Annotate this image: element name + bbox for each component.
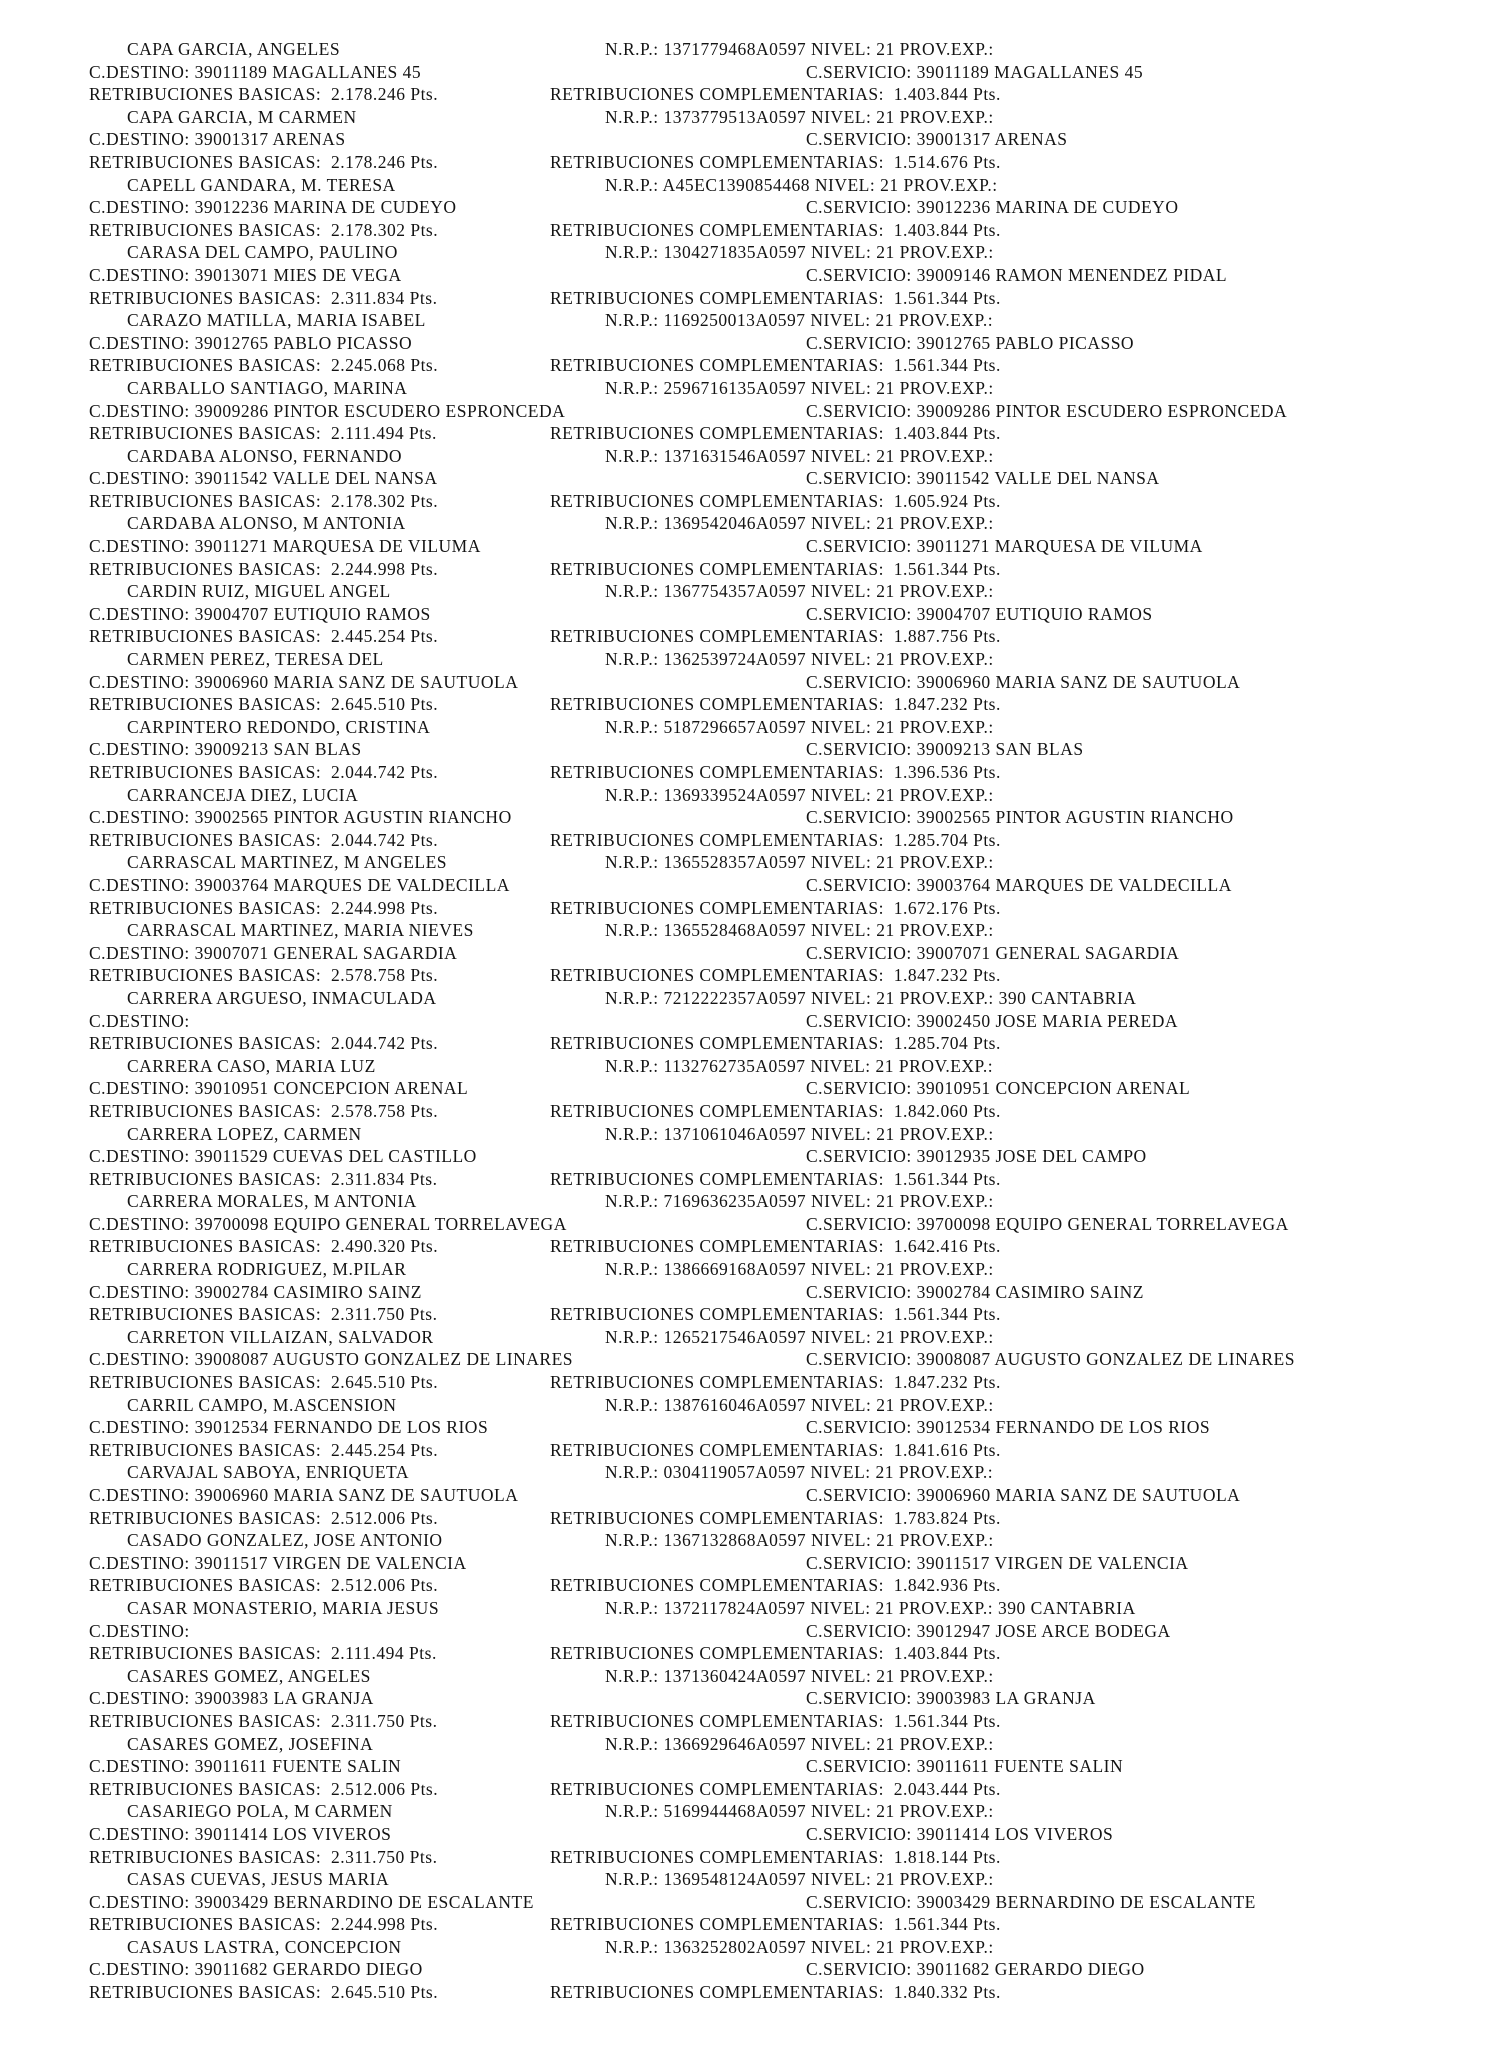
record-pay-line xyxy=(0,1371,1504,1394)
destination-center: C.DESTINO: 39002565 PINTOR AGUSTIN RIANCHO xyxy=(89,807,512,828)
employee-name: CARDABA ALONSO, M ANTONIA xyxy=(127,513,406,534)
record-center-line xyxy=(0,942,1504,965)
record-header-line xyxy=(0,174,1504,197)
basic-pay: RETRIBUCIONES BASICAS: 2.512.006 Pts. xyxy=(89,1575,439,1596)
nrp-level-info: N.R.P.: 5187296657A0597 NIVEL: 21 PROV.EXP.: xyxy=(605,716,994,737)
basic-pay: RETRIBUCIONES BASICAS: 2.512.006 Pts. xyxy=(89,1778,439,1799)
employee-name: CARRIL CAMPO, M.ASCENSION xyxy=(127,1394,397,1415)
staff-record xyxy=(0,1733,1504,1801)
destination-center: C.DESTINO: 39010951 CONCEPCION ARENAL xyxy=(89,1078,469,1099)
basic-pay: RETRIBUCIONES BASICAS: 2.178.246 Pts. xyxy=(89,84,439,105)
record-center-line xyxy=(0,1213,1504,1236)
employee-name: CASAS CUEVAS, JESUS MARIA xyxy=(127,1869,390,1890)
basic-pay: RETRIBUCIONES BASICAS: 2.111.494 Pts. xyxy=(89,423,437,444)
staff-record xyxy=(0,1190,1504,1258)
nrp-level-info: N.R.P.: 1363252802A0597 NIVEL: 21 PROV.EXP.: xyxy=(605,1936,994,1957)
record-center-line xyxy=(0,1416,1504,1439)
service-center: C.SERVICIO: 39003429 BERNARDINO DE ESCALANTE xyxy=(806,1891,1256,1912)
record-header-line xyxy=(0,1394,1504,1417)
service-center: C.SERVICIO: 39007071 GENERAL SAGARDIA xyxy=(806,942,1180,963)
nrp-level-info: N.R.P.: 1369339524A0597 NIVEL: 21 PROV.EXP.: xyxy=(605,784,994,805)
record-center-line xyxy=(0,1620,1504,1643)
record-center-line xyxy=(0,1281,1504,1304)
record-center-line xyxy=(0,1891,1504,1914)
record-center-line xyxy=(0,1077,1504,1100)
staff-record xyxy=(0,38,1504,106)
employee-name: CARMEN PEREZ, TERESA DEL xyxy=(127,649,384,670)
destination-center: C.DESTINO: 39002784 CASIMIRO SAINZ xyxy=(89,1281,422,1302)
staff-record xyxy=(0,1800,1504,1868)
employee-name: CASARIEGO POLA, M CARMEN xyxy=(127,1801,393,1822)
record-center-line xyxy=(0,1484,1504,1507)
destination-center: C.DESTINO: 39006960 MARIA SANZ DE SAUTUOLA xyxy=(89,671,519,692)
record-header-line xyxy=(0,851,1504,874)
employee-name: CARDABA ALONSO, FERNANDO xyxy=(127,445,403,466)
nrp-level-info: N.R.P.: 1365528357A0597 NIVEL: 21 PROV.EXP.: xyxy=(605,852,994,873)
staff-record xyxy=(0,1461,1504,1529)
nrp-level-info: N.R.P.: 1387616046A0597 NIVEL: 21 PROV.EXP.: xyxy=(605,1394,994,1415)
employee-name: CASADO GONZALEZ, JOSE ANTONIO xyxy=(127,1530,443,1551)
service-center: C.SERVICIO: 39004707 EUTIQUIO RAMOS xyxy=(806,603,1153,624)
nrp-level-info: N.R.P.: 1304271835A0597 NIVEL: 21 PROV.EXP.: xyxy=(605,242,994,263)
record-header-line xyxy=(0,1055,1504,1078)
nrp-level-info: N.R.P.: 7169636235A0597 NIVEL: 21 PROV.EXP.: xyxy=(605,1191,994,1212)
service-center: C.SERVICIO: 39012534 FERNANDO DE LOS RIOS xyxy=(806,1417,1211,1438)
employee-name: CASAR MONASTERIO, MARIA JESUS xyxy=(127,1597,440,1618)
record-pay-line xyxy=(0,1439,1504,1462)
employee-name: CAPA GARCIA, ANGELES xyxy=(127,39,341,59)
record-header-line xyxy=(0,1529,1504,1552)
record-center-line xyxy=(0,1687,1504,1710)
service-center: C.SERVICIO: 39012947 JOSE ARCE BODEGA xyxy=(806,1620,1171,1641)
staff-record xyxy=(0,1868,1504,1936)
record-pay-line xyxy=(0,1168,1504,1191)
staff-record xyxy=(0,648,1504,716)
basic-pay: RETRIBUCIONES BASICAS: 2.578.758 Pts. xyxy=(89,1100,439,1121)
employee-name: CARDIN RUIZ, MIGUEL ANGEL xyxy=(127,581,391,602)
employee-name: CARRERA ARGUESO, INMACULADA xyxy=(127,987,437,1008)
record-pay-line xyxy=(0,693,1504,716)
basic-pay: RETRIBUCIONES BASICAS: 2.578.758 Pts. xyxy=(89,965,439,986)
nrp-level-info: N.R.P.: 1369548124A0597 NIVEL: 21 PROV.EXP.: xyxy=(605,1869,994,1890)
record-header-line xyxy=(0,106,1504,129)
record-center-line xyxy=(0,1755,1504,1778)
staff-record xyxy=(0,1326,1504,1394)
destination-center: C.DESTINO: 39003764 MARQUES DE VALDECILLA xyxy=(89,874,510,895)
record-pay-line xyxy=(0,219,1504,242)
record-pay-line xyxy=(0,287,1504,310)
complementary-pay: RETRIBUCIONES COMPLEMENTARIAS: 1.842.936 Pts. xyxy=(550,1575,1001,1596)
complementary-pay: RETRIBUCIONES COMPLEMENTARIAS: 1.561.344 Pts. xyxy=(550,355,1001,376)
record-header-line xyxy=(0,38,1504,61)
staff-record xyxy=(0,1055,1504,1123)
record-pay-line xyxy=(0,354,1504,377)
complementary-pay: RETRIBUCIONES COMPLEMENTARIAS: 2.043.444 Pts. xyxy=(550,1778,1001,1799)
basic-pay: RETRIBUCIONES BASICAS: 2.244.998 Pts. xyxy=(89,558,439,579)
complementary-pay: RETRIBUCIONES COMPLEMENTARIAS: 1.403.844 Pts. xyxy=(550,219,1001,240)
record-pay-line xyxy=(0,490,1504,513)
record-header-line xyxy=(0,377,1504,400)
record-header-line xyxy=(0,919,1504,942)
complementary-pay: RETRIBUCIONES COMPLEMENTARIAS: 1.672.176 Pts. xyxy=(550,897,1001,918)
record-pay-line xyxy=(0,422,1504,445)
staff-record xyxy=(0,309,1504,377)
service-center: C.SERVICIO: 39006960 MARIA SANZ DE SAUTUOLA xyxy=(806,671,1241,692)
nrp-level-info: N.R.P.: 1369542046A0597 NIVEL: 21 PROV.EXP.: xyxy=(605,513,994,534)
record-header-line xyxy=(0,580,1504,603)
complementary-pay: RETRIBUCIONES COMPLEMENTARIAS: 1.285.704 Pts. xyxy=(550,829,1001,850)
basic-pay: RETRIBUCIONES BASICAS: 2.645.510 Pts. xyxy=(89,1982,439,2003)
nrp-level-info: N.R.P.: 1132762735A0597 NIVEL: 21 PROV.EXP.: xyxy=(605,1055,994,1076)
staff-record xyxy=(0,445,1504,513)
basic-pay: RETRIBUCIONES BASICAS: 2.111.494 Pts. xyxy=(89,1643,437,1664)
complementary-pay: RETRIBUCIONES COMPLEMENTARIAS: 1.783.824 Pts. xyxy=(550,1507,1001,1528)
record-pay-line xyxy=(0,1507,1504,1530)
record-center-line xyxy=(0,1958,1504,1981)
service-center: C.SERVICIO: 39002450 JOSE MARIA PEREDA xyxy=(806,1010,1179,1031)
complementary-pay: RETRIBUCIONES COMPLEMENTARIAS: 1.396.536 Pts. xyxy=(550,762,1001,782)
employee-name: CARRANCEJA DIEZ, LUCIA xyxy=(127,784,359,805)
complementary-pay: RETRIBUCIONES COMPLEMENTARIAS: 1.642.416 Pts. xyxy=(550,1236,1001,1257)
record-pay-line xyxy=(0,1303,1504,1326)
nrp-level-info: N.R.P.: 1367132868A0597 NIVEL: 21 PROV.EXP.: xyxy=(605,1530,994,1551)
service-center: C.SERVICIO: 39011611 FUENTE SALIN xyxy=(806,1756,1124,1777)
nrp-level-info: N.R.P.: 1265217546A0597 NIVEL: 21 PROV.EXP.: xyxy=(605,1326,994,1347)
record-header-line xyxy=(0,241,1504,264)
complementary-pay: RETRIBUCIONES COMPLEMENTARIAS: 1.847.232 Pts. xyxy=(550,694,1001,715)
record-pay-line xyxy=(0,558,1504,581)
complementary-pay: RETRIBUCIONES COMPLEMENTARIAS: 1.840.332 Pts. xyxy=(550,1982,1001,2003)
destination-center: C.DESTINO: 39007071 GENERAL SAGARDIA xyxy=(89,942,458,963)
nrp-level-info: N.R.P.: 1371779468A0597 NIVEL: 21 PROV.EXP.: xyxy=(605,39,994,59)
complementary-pay: RETRIBUCIONES COMPLEMENTARIAS: 1.561.344 Pts. xyxy=(550,1710,1001,1731)
nrp-level-info: N.R.P.: 1371360424A0597 NIVEL: 21 PROV.EXP.: xyxy=(605,1665,994,1686)
nrp-level-info: N.R.P.: 1386669168A0597 NIVEL: 21 PROV.EXP.: xyxy=(605,1259,994,1280)
destination-center: C.DESTINO: xyxy=(89,1620,190,1641)
record-center-line xyxy=(0,264,1504,287)
nrp-level-info: N.R.P.: 0304119057A0597 NIVEL: 21 PROV.EXP.: xyxy=(605,1462,994,1483)
employee-name: CASAUS LASTRA, CONCEPCION xyxy=(127,1936,402,1957)
record-pay-line xyxy=(0,897,1504,920)
service-center: C.SERVICIO: 39011189 MAGALLANES 45 xyxy=(806,61,1144,82)
record-pay-line xyxy=(0,151,1504,174)
record-pay-line xyxy=(0,1100,1504,1123)
record-header-line xyxy=(0,784,1504,807)
destination-center: C.DESTINO: 39004707 EUTIQUIO RAMOS xyxy=(89,603,431,624)
record-header-line xyxy=(0,512,1504,535)
service-center: C.SERVICIO: 39011271 MARQUESA DE VILUMA xyxy=(806,536,1203,557)
record-header-line xyxy=(0,987,1504,1010)
record-center-line xyxy=(0,1823,1504,1846)
complementary-pay: RETRIBUCIONES COMPLEMENTARIAS: 1.561.344 Pts. xyxy=(550,1914,1001,1935)
record-center-line xyxy=(0,1010,1504,1033)
record-center-line xyxy=(0,1552,1504,1575)
nrp-level-info: N.R.P.: 1169250013A0597 NIVEL: 21 PROV.EXP.: xyxy=(605,310,994,331)
nrp-level-info: N.R.P.: 1367754357A0597 NIVEL: 21 PROV.EXP.: xyxy=(605,581,994,602)
nrp-level-info: N.R.P.: 1372117824A0597 NIVEL: 21 PROV.EXP.: 390 CANTABRIA xyxy=(605,1597,1136,1618)
basic-pay: RETRIBUCIONES BASICAS: 2.178.302 Pts. xyxy=(89,490,439,511)
nrp-level-info: N.R.P.: 1365528468A0597 NIVEL: 21 PROV.EXP.: xyxy=(605,920,994,941)
staff-record xyxy=(0,716,1504,784)
nrp-level-info: N.R.P.: 5169944468A0597 NIVEL: 21 PROV.EXP.: xyxy=(605,1801,994,1822)
record-center-line xyxy=(0,603,1504,626)
service-center: C.SERVICIO: 39008087 AUGUSTO GONZALEZ DE LINARES xyxy=(806,1349,1295,1370)
record-pay-line xyxy=(0,1642,1504,1665)
employee-name: CARBALLO SANTIAGO, MARINA xyxy=(127,377,408,398)
complementary-pay: RETRIBUCIONES COMPLEMENTARIAS: 1.847.232 Pts. xyxy=(550,965,1001,986)
record-center-line xyxy=(0,806,1504,829)
employee-name: CARAZO MATILLA, MARIA ISABEL xyxy=(127,310,426,331)
basic-pay: RETRIBUCIONES BASICAS: 2.445.254 Pts. xyxy=(89,626,439,647)
basic-pay: RETRIBUCIONES BASICAS: 2.311.750 Pts. xyxy=(89,1846,438,1867)
record-pay-line xyxy=(0,1913,1504,1936)
record-center-line xyxy=(0,1145,1504,1168)
destination-center: C.DESTINO: 39003983 LA GRANJA xyxy=(89,1688,374,1709)
destination-center: C.DESTINO: 39011682 GERARDO DIEGO xyxy=(89,1959,423,1980)
basic-pay: RETRIBUCIONES BASICAS: 2.490.320 Pts. xyxy=(89,1236,439,1257)
nrp-level-info: N.R.P.: 1366929646A0597 NIVEL: 21 PROV.EXP.: xyxy=(605,1733,994,1754)
staff-record xyxy=(0,377,1504,445)
record-header-line xyxy=(0,1461,1504,1484)
employee-name: CARRERA LOPEZ, CARMEN xyxy=(127,1123,362,1144)
record-center-line xyxy=(0,1348,1504,1371)
record-header-line xyxy=(0,1868,1504,1891)
destination-center: C.DESTINO: 39008087 AUGUSTO GONZALEZ DE LINARES xyxy=(89,1349,573,1370)
record-center-line xyxy=(0,128,1504,151)
record-pay-line xyxy=(0,964,1504,987)
staff-record xyxy=(0,1258,1504,1326)
record-header-line xyxy=(0,1665,1504,1688)
record-header-line xyxy=(0,1733,1504,1756)
destination-center: C.DESTINO: 39013071 MIES DE VEGA xyxy=(89,264,402,285)
destination-center: C.DESTINO: 39006960 MARIA SANZ DE SAUTUOLA xyxy=(89,1485,519,1505)
record-pay-line xyxy=(0,761,1504,784)
nrp-level-info: N.R.P.: A45EC1390854468 NIVEL: 21 PROV.EXP.: xyxy=(605,174,998,195)
staff-record xyxy=(0,1936,1504,2004)
destination-center: C.DESTINO: 39011542 VALLE DEL NANSA xyxy=(89,468,438,489)
staff-record xyxy=(0,784,1504,852)
staff-record xyxy=(0,919,1504,987)
complementary-pay: RETRIBUCIONES COMPLEMENTARIAS: 1.847.232 Pts. xyxy=(550,1372,1001,1393)
record-center-line xyxy=(0,738,1504,761)
employee-name: CAPA GARCIA, M CARMEN xyxy=(127,106,357,127)
basic-pay: RETRIBUCIONES BASICAS: 2.512.006 Pts. xyxy=(89,1507,439,1528)
record-center-line xyxy=(0,671,1504,694)
complementary-pay: RETRIBUCIONES COMPLEMENTARIAS: 1.285.704 Pts. xyxy=(550,1033,1001,1054)
basic-pay: RETRIBUCIONES BASICAS: 2.311.750 Pts. xyxy=(89,1710,438,1731)
service-center: C.SERVICIO: 39012765 PABLO PICASSO xyxy=(806,332,1135,353)
complementary-pay: RETRIBUCIONES COMPLEMENTARIAS: 1.514.676 Pts. xyxy=(550,151,1001,172)
destination-center: C.DESTINO: 39700098 EQUIPO GENERAL TORRELAVEGA xyxy=(89,1213,567,1234)
record-pay-line xyxy=(0,83,1504,106)
service-center: C.SERVICIO: 39011682 GERARDO DIEGO xyxy=(806,1959,1145,1980)
record-header-line xyxy=(0,648,1504,671)
basic-pay: RETRIBUCIONES BASICAS: 2.044.742 Pts. xyxy=(89,762,439,782)
destination-center: C.DESTINO: 39011271 MARQUESA DE VILUMA xyxy=(89,536,481,557)
service-center: C.SERVICIO: 39002565 PINTOR AGUSTIN RIANCHO xyxy=(806,807,1234,828)
service-center: C.SERVICIO: 39012935 JOSE DEL CAMPO xyxy=(806,1146,1147,1167)
employee-name: CARRASCAL MARTINEZ, MARIA NIEVES xyxy=(127,920,474,941)
employee-name: CAPELL GANDARA, M. TERESA xyxy=(127,174,396,195)
record-pay-line xyxy=(0,1846,1504,1869)
employee-name: CARPINTERO REDONDO, CRISTINA xyxy=(127,716,431,737)
complementary-pay: RETRIBUCIONES COMPLEMENTARIAS: 1.561.344 Pts. xyxy=(550,287,1001,308)
destination-center: C.DESTINO: 39011529 CUEVAS DEL CASTILLO xyxy=(89,1146,477,1167)
staff-record xyxy=(0,174,1504,242)
destination-center: C.DESTINO: 39009286 PINTOR ESCUDERO ESPRONCEDA xyxy=(89,400,566,421)
service-center: C.SERVICIO: 39006960 MARIA SANZ DE SAUTUOLA xyxy=(806,1485,1241,1505)
record-pay-line xyxy=(0,1981,1504,2004)
record-header-line xyxy=(0,1800,1504,1823)
nrp-level-info: N.R.P.: 1371061046A0597 NIVEL: 21 PROV.EXP.: xyxy=(605,1123,994,1144)
record-pay-line xyxy=(0,1235,1504,1258)
employee-name: CARVAJAL SABOYA, ENRIQUETA xyxy=(127,1462,409,1483)
complementary-pay: RETRIBUCIONES COMPLEMENTARIAS: 1.403.844 Pts. xyxy=(550,84,1001,105)
destination-center: C.DESTINO: 39012765 PABLO PICASSO xyxy=(89,332,413,353)
basic-pay: RETRIBUCIONES BASICAS: 2.311.750 Pts. xyxy=(89,1304,438,1325)
basic-pay: RETRIBUCIONES BASICAS: 2.245.068 Pts. xyxy=(89,355,439,376)
record-header-line xyxy=(0,1123,1504,1146)
complementary-pay: RETRIBUCIONES COMPLEMENTARIAS: 1.561.344 Pts. xyxy=(550,558,1001,579)
record-pay-line xyxy=(0,1710,1504,1733)
destination-center: C.DESTINO: 39011611 FUENTE SALIN xyxy=(89,1756,402,1777)
record-center-line xyxy=(0,400,1504,423)
service-center: C.SERVICIO: 39002784 CASIMIRO SAINZ xyxy=(806,1281,1144,1302)
staff-record xyxy=(0,106,1504,174)
staff-record xyxy=(0,1123,1504,1191)
destination-center: C.DESTINO: 39001317 ARENAS xyxy=(89,129,346,150)
service-center: C.SERVICIO: 39011542 VALLE DEL NANSA xyxy=(806,468,1160,489)
complementary-pay: RETRIBUCIONES COMPLEMENTARIAS: 1.842.060 Pts. xyxy=(550,1100,1001,1121)
staff-record xyxy=(0,512,1504,580)
record-header-line xyxy=(0,1258,1504,1281)
staff-record xyxy=(0,1394,1504,1462)
complementary-pay: RETRIBUCIONES COMPLEMENTARIAS: 1.818.144 Pts. xyxy=(550,1846,1001,1867)
basic-pay: RETRIBUCIONES BASICAS: 2.044.742 Pts. xyxy=(89,1033,439,1054)
basic-pay: RETRIBUCIONES BASICAS: 2.311.834 Pts. xyxy=(89,1168,438,1189)
service-center: C.SERVICIO: 39003764 MARQUES DE VALDECILLA xyxy=(806,874,1232,895)
employee-name: CASARES GOMEZ, JOSEFINA xyxy=(127,1733,374,1754)
destination-center: C.DESTINO: xyxy=(89,1010,190,1031)
basic-pay: RETRIBUCIONES BASICAS: 2.178.246 Pts. xyxy=(89,151,439,172)
employee-name: CARRERA MORALES, M ANTONIA xyxy=(127,1191,417,1212)
record-center-line xyxy=(0,61,1504,84)
destination-center: C.DESTINO: 39012236 MARINA DE CUDEYO xyxy=(89,197,457,218)
record-pay-line xyxy=(0,1032,1504,1055)
employee-name: CARRERA CASO, MARIA LUZ xyxy=(127,1055,376,1076)
service-center: C.SERVICIO: 39700098 EQUIPO GENERAL TORRELAVEGA xyxy=(806,1213,1289,1234)
nrp-level-info: N.R.P.: 7212222357A0597 NIVEL: 21 PROV.EXP.: 390 CANTABRIA xyxy=(605,987,1137,1008)
record-center-line xyxy=(0,196,1504,219)
destination-center: C.DESTINO: 39012534 FERNANDO DE LOS RIOS xyxy=(89,1417,489,1438)
destination-center: C.DESTINO: 39003429 BERNARDINO DE ESCALANTE xyxy=(89,1891,534,1912)
complementary-pay: RETRIBUCIONES COMPLEMENTARIAS: 1.841.616 Pts. xyxy=(550,1439,1001,1460)
complementary-pay: RETRIBUCIONES COMPLEMENTARIAS: 1.605.924 Pts. xyxy=(550,490,1001,511)
service-center: C.SERVICIO: 39011414 LOS VIVEROS xyxy=(806,1823,1114,1844)
destination-center: C.DESTINO: 39011189 MAGALLANES 45 xyxy=(89,61,422,82)
complementary-pay: RETRIBUCIONES COMPLEMENTARIAS: 1.561.344 Pts. xyxy=(550,1168,1001,1189)
basic-pay: RETRIBUCIONES BASICAS: 2.244.998 Pts. xyxy=(89,1914,439,1935)
nrp-level-info: N.R.P.: 1362539724A0597 NIVEL: 21 PROV.EXP.: xyxy=(605,649,994,670)
staff-record xyxy=(0,851,1504,919)
complementary-pay: RETRIBUCIONES COMPLEMENTARIAS: 1.403.844 Pts. xyxy=(550,1643,1001,1664)
basic-pay: RETRIBUCIONES BASICAS: 2.044.742 Pts. xyxy=(89,829,439,850)
staff-record xyxy=(0,580,1504,648)
service-center: C.SERVICIO: 39012236 MARINA DE CUDEYO xyxy=(806,197,1179,218)
employee-name: CARRASCAL MARTINEZ, M ANGELES xyxy=(127,852,448,873)
record-pay-line xyxy=(0,625,1504,648)
staff-record xyxy=(0,1665,1504,1733)
record-header-line xyxy=(0,309,1504,332)
service-center: C.SERVICIO: 39011517 VIRGEN DE VALENCIA xyxy=(806,1552,1189,1573)
staff-record xyxy=(0,987,1504,1055)
service-center: C.SERVICIO: 39001317 ARENAS xyxy=(806,129,1068,150)
service-center: C.SERVICIO: 39010951 CONCEPCION ARENAL xyxy=(806,1078,1191,1099)
record-header-line xyxy=(0,1190,1504,1213)
complementary-pay: RETRIBUCIONES COMPLEMENTARIAS: 1.561.344 Pts. xyxy=(550,1304,1001,1325)
record-header-line xyxy=(0,716,1504,739)
employee-name: CASARES GOMEZ, ANGELES xyxy=(127,1665,371,1686)
basic-pay: RETRIBUCIONES BASICAS: 2.445.254 Pts. xyxy=(89,1439,439,1460)
complementary-pay: RETRIBUCIONES COMPLEMENTARIAS: 1.403.844 Pts. xyxy=(550,423,1001,444)
staff-record xyxy=(0,241,1504,309)
staff-record xyxy=(0,1597,1504,1665)
basic-pay: RETRIBUCIONES BASICAS: 2.244.998 Pts. xyxy=(89,897,439,918)
record-header-line xyxy=(0,1326,1504,1349)
record-center-line xyxy=(0,874,1504,897)
nrp-level-info: N.R.P.: 1371631546A0597 NIVEL: 21 PROV.EXP.: xyxy=(605,445,994,466)
record-pay-line xyxy=(0,829,1504,852)
basic-pay: RETRIBUCIONES BASICAS: 2.311.834 Pts. xyxy=(89,287,438,308)
basic-pay: RETRIBUCIONES BASICAS: 2.178.302 Pts. xyxy=(89,219,439,240)
record-center-line xyxy=(0,535,1504,558)
basic-pay: RETRIBUCIONES BASICAS: 2.645.510 Pts. xyxy=(89,694,439,715)
record-header-line xyxy=(0,1936,1504,1959)
service-center: C.SERVICIO: 39009213 SAN BLAS xyxy=(806,739,1084,760)
destination-center: C.DESTINO: 39011517 VIRGEN DE VALENCIA xyxy=(89,1552,467,1573)
employee-name: CARASA DEL CAMPO, PAULINO xyxy=(127,242,398,263)
document-page xyxy=(0,38,1504,2004)
record-pay-line xyxy=(0,1574,1504,1597)
nrp-level-info: N.R.P.: 2596716135A0597 NIVEL: 21 PROV.EXP.: xyxy=(605,377,994,398)
nrp-level-info: N.R.P.: 1373779513A0597 NIVEL: 21 PROV.EXP.: xyxy=(605,106,994,127)
employee-name: CARRETON VILLAIZAN, SALVADOR xyxy=(127,1326,434,1347)
record-center-line xyxy=(0,467,1504,490)
record-pay-line xyxy=(0,1778,1504,1801)
record-center-line xyxy=(0,332,1504,355)
employee-name: CARRERA RODRIGUEZ, M.PILAR xyxy=(127,1259,407,1280)
destination-center: C.DESTINO: 39009213 SAN BLAS xyxy=(89,739,362,760)
staff-record xyxy=(0,1529,1504,1597)
service-center: C.SERVICIO: 39003983 LA GRANJA xyxy=(806,1688,1096,1709)
complementary-pay: RETRIBUCIONES COMPLEMENTARIAS: 1.887.756 Pts. xyxy=(550,626,1001,647)
destination-center: C.DESTINO: 39011414 LOS VIVEROS xyxy=(89,1823,392,1844)
record-header-line xyxy=(0,1597,1504,1620)
service-center: C.SERVICIO: 39009146 RAMON MENENDEZ PIDAL xyxy=(806,264,1228,285)
service-center: C.SERVICIO: 39009286 PINTOR ESCUDERO ESPRONCEDA xyxy=(806,400,1288,421)
basic-pay: RETRIBUCIONES BASICAS: 2.645.510 Pts. xyxy=(89,1372,439,1393)
record-header-line xyxy=(0,445,1504,468)
